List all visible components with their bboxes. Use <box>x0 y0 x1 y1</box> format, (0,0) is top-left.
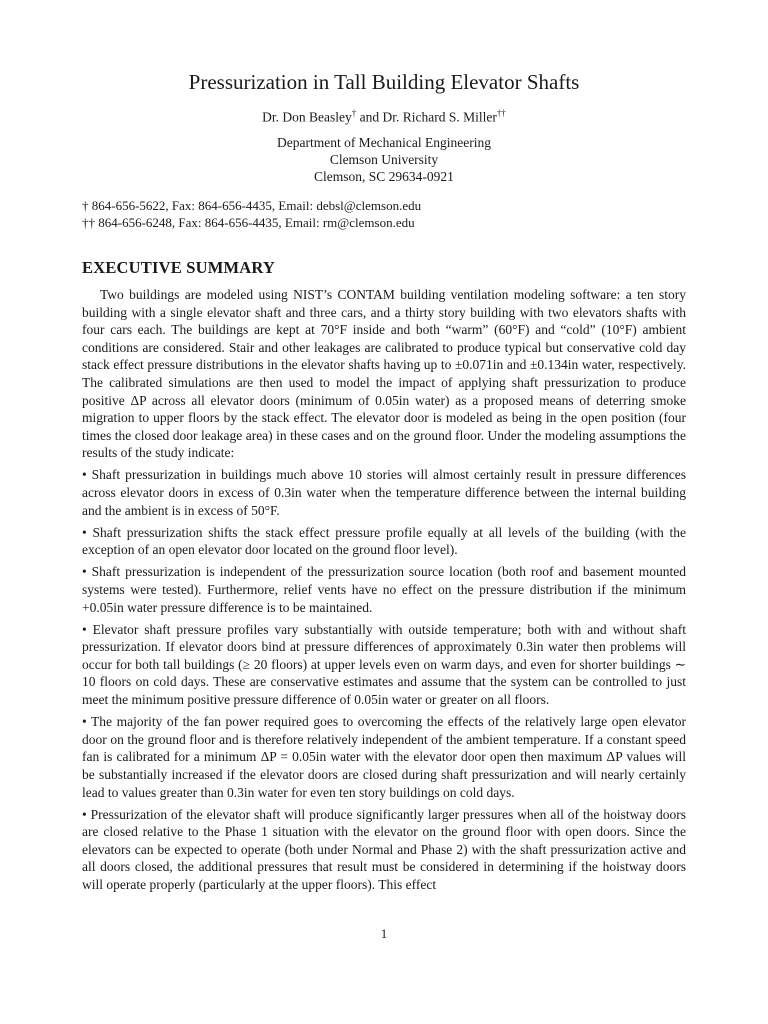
section-heading: EXECUTIVE SUMMARY <box>82 258 276 277</box>
contact-block <box>82 197 421 231</box>
executive-summary-body <box>82 286 686 894</box>
affiliation-line: Clemson University <box>329 152 439 167</box>
author-name: Dr. Richard S. Miller <box>382 109 497 125</box>
author-conjunction: and <box>356 109 383 125</box>
affiliation-block <box>0 134 768 185</box>
bullet-paragraph: • Elevator shaft pressure profiles vary substantially with outside temperature; both with and without shaft pressurization. If elevator doors bind at pressure differences of approximately 0.3in water then problems will occur for both tall buildings (≥ 20 floors) at upper levels even on warm days, and even for shorter buildings ∼ 10 floors on cold days. These are conservative estimates and assume that the system can be controlled to just meet the minimum positive pressure difference of 0.05in water or greater on all floors. <box>82 621 686 708</box>
page-number: 1 <box>380 926 388 941</box>
intro-paragraph: Two buildings are modeled using NIST’s CONTAM building ventilation modeling software: a ten story building with a single elevator shaft and three cars, and a thirty story building with two elevators shafts with four cars each. The buildings are kept at 70°F inside and both “warm” (60°F) and “cold” (10°F) ambient conditions are considered. Stair and other leakages are calibrated to produce typical but conservative cold day stack effect pressure distributions in the elevator shafts having up to ±0.071in and ±0.134in water, respectively. The calibrated simulations are then used to model the impact of applying shaft pressurization to produce positive ΔP across all elevator doors (minimum of 0.05in water) as a proposed means of deterring smoke migration to upper floors by the stack effect. The elevator door is modeled as being in the open position (four times the closed door leakage area) in these cases and on the ground floor. Under the modeling assumptions the results of the study indicate: <box>82 287 686 461</box>
bullet-paragraph: • Shaft pressurization shifts the stack effect pressure profile equally at all levels of the building (with the exception of an open elevator door located on the ground floor level). <box>82 524 686 558</box>
bullet-paragraph: • Pressurization of the elevator shaft will produce significantly larger pressures when all of the hoistway doors are closed relative to the Phase 1 situation with the elevator on the ground floor with open doors. Since the elevators can be expected to operate (both under Normal and Phase 2) with the shaft pressurization active and all doors closed, the additional pressures that result must be considered in determining if the hoistway doors will operate properly (particularly at the upper floors). This effect <box>82 806 686 892</box>
contact-line: † 864-656-5622, Fax: 864-656-4435, Email: debsl@clemson.edu <box>82 198 422 213</box>
paper-title: Pressurization in Tall Building Elevator Shafts <box>188 70 580 94</box>
author-name: Dr. Don Beasley <box>262 109 352 125</box>
author-footnote-mark: †† <box>496 108 506 118</box>
author-line <box>0 108 768 126</box>
bullet-paragraph: • The majority of the fan power required goes to overcoming the effects of the relatively large open elevator door on the ground floor and is therefore relatively independent of the ambient temperature. If a constant speed fan is calibrated for a minimum ΔP = 0.05in water with the elevator door open then maximum ΔP values will be substantially increased if the elevator doors are closed during shaft pressurization and will nearly certainly lead to values greater than 0.3in water for even ten story buildings on cold days. <box>82 714 686 800</box>
contact-line: †† 864-656-6248, Fax: 864-656-4435, Email: rm@clemson.edu <box>82 215 415 230</box>
bullet-paragraph: • Shaft pressurization is independent of the pressurization source location (both roof and basement mounted systems were tested). Furthermore, relief vents have no effect on the pressure distribution if the minimum +0.05in water pressure difference is to be maintained. <box>82 564 686 615</box>
bullet-paragraph: • Shaft pressurization in buildings much above 10 stories will almost certainly result in pressure differences across elevator doors in excess of 0.3in water when the temperature difference between the internal building and the ambient is in excess of 50°F. <box>82 467 686 518</box>
affiliation-line: Department of Mechanical Engineering <box>276 135 492 150</box>
affiliation-line: Clemson, SC 29634-0921 <box>314 169 454 184</box>
author-footnote-mark: † <box>351 108 357 118</box>
